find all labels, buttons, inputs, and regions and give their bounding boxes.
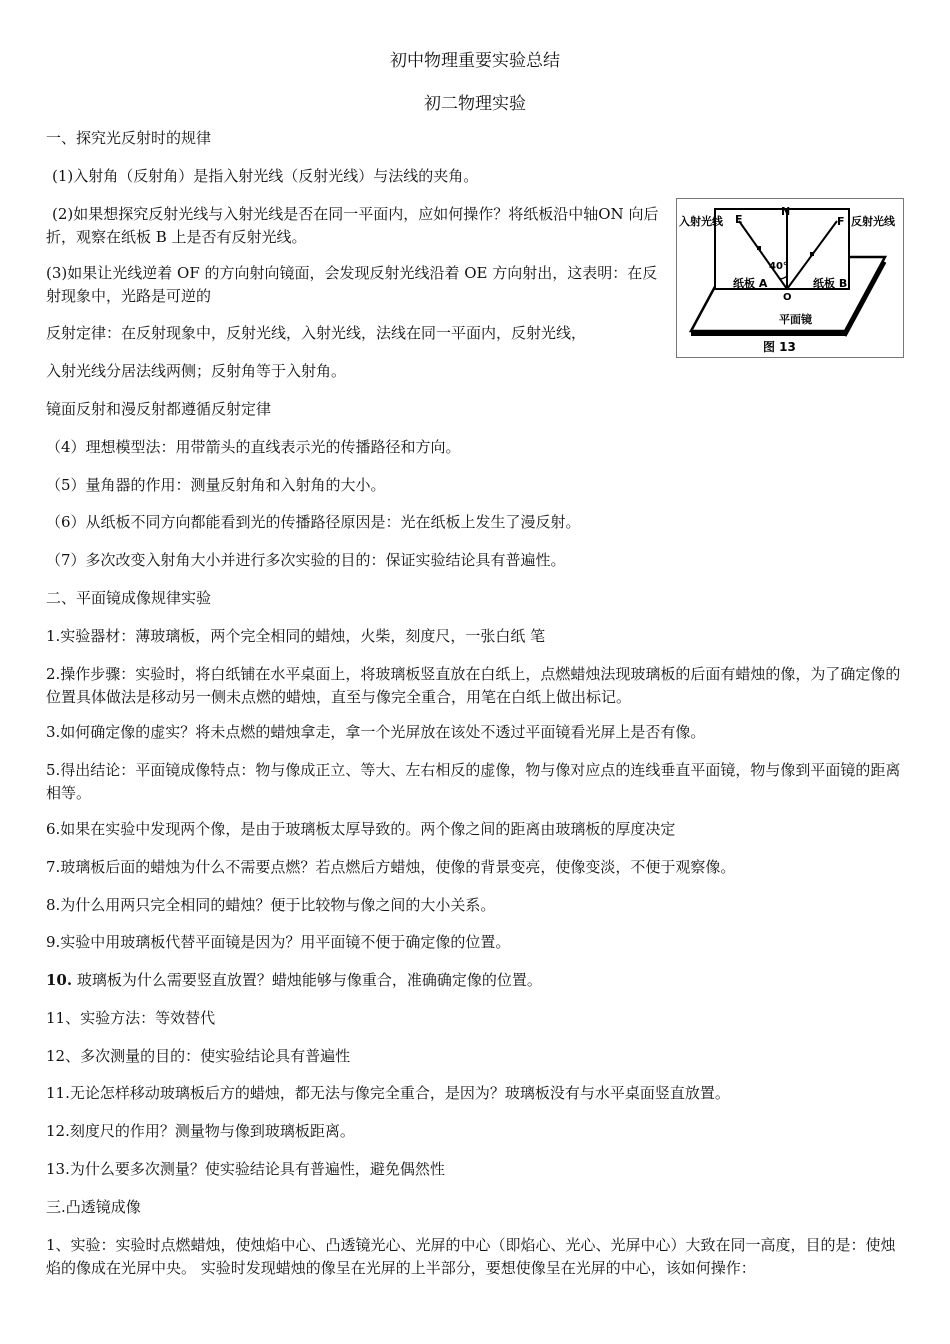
mirror-label: 平面镜 (779, 313, 812, 326)
section3-heading: 三.凸透镜成像 (46, 1198, 141, 1216)
section1-item-2: (2)如果想探究反射光线与入射光线是否在同一平面内，应如何操作？将纸板沿中轴ON 向后折，观察在纸板 B 上是否有反射光线。 (46, 205, 659, 246)
angle-label: 40° (769, 261, 788, 272)
section1-item-6: （6）从纸板不同方向都能看到光的传播路径原因是：光在纸板上发生了漫反射。 (46, 513, 581, 531)
point-f-label: F (837, 215, 845, 228)
section1-heading: 一、探究光反射时的规律 (46, 129, 212, 147)
point-e-label: E (735, 213, 743, 226)
reflection-law-line-2: 入射光线分居法线两侧；反射角等于入射角。 (46, 362, 347, 380)
document-subtitle: 初二物理实验 (424, 94, 526, 114)
section2-item-10 (46, 969, 906, 991)
item-10-text: 玻璃板为什么需要竖直放置？蜡烛能够与像重合，准确确定像的位置。 (72, 971, 542, 989)
reflection-diagram (677, 199, 903, 357)
section2-item-11: 11.无论怎样移动玻璃板后方的蜡烛，都无法与像完全重合，是因为？玻璃板没有与水平桌面竖直放置。 (46, 1084, 730, 1102)
mirror-diffuse-note: 镜面反射和漫反射都遵循反射定律 (46, 400, 272, 418)
reflection-law-line-1: 反射定律：在反射现象中，反射光线，入射光线，法线在同一平面内，反射光线， (46, 324, 587, 342)
point-o-label: O (783, 292, 792, 303)
section2-item-9: 9.实验中用玻璃板代替平面镜是因为？用平面镜不便于确定像的位置。 (46, 933, 511, 951)
document-title: 初中物理重要实验总结 (390, 51, 560, 71)
section2-item-5: 5.得出结论：平面镜成像特点：物与像成正立、等大、左右相反的虚像，物与像对应点的连线垂直平面镜，物与像到平面镜的距离相等。 (46, 761, 901, 802)
figure-caption: 图 13 (763, 340, 796, 354)
section2-item-6: 6.如果在实验中发现两个像，是由于玻璃板太厚导致的。两个像之间的距离由玻璃板的厚度决定 (46, 820, 676, 838)
section2-item-7: 7.玻璃板后面的蜡烛为什么不需要点燃？若点燃后方蜡烛，使像的背景变亮，使像变淡，不便于观察像。 (46, 858, 736, 876)
section2-item-3: 3.如何确定像的虚实？将未点燃的蜡烛拿走，拿一个光屏放在该处不透过平面镜看光屏上是否有像。 (46, 723, 706, 741)
section2-item-12: 12.刻度尺的作用？测量物与像到玻璃板距离。 (46, 1122, 355, 1140)
reflected-ray-arrow (810, 252, 814, 256)
section2-item-13: 13.为什么要多次测量？使实验结论具有普遍性，避免偶然性 (46, 1160, 445, 1178)
reflected-ray-label: 反射光线 (851, 215, 895, 228)
section1-item-7: （7）多次改变入射角大小并进行多次实验的目的：保证实验结论具有普遍性。 (46, 551, 566, 569)
section2-purpose: 12、多次测量的目的：使实验结论具有普遍性 (46, 1047, 351, 1065)
section1-item-3: (3)如果让光线逆着 OF 的方向射向镜面，会发现反射光线沿着 OE 方向射出，这表明：在反射现象中，光路是可逆的 (46, 264, 658, 305)
section1-item-4: （4）理想模型法：用带箭头的直线表示光的传播路径和方向。 (46, 438, 461, 456)
section2-item-8: 8.为什么用两只完全相同的蜡烛？便于比较物与像之间的大小关系。 (46, 896, 496, 914)
incident-ray-arrow (757, 246, 761, 250)
board-a-label: 纸板 A (733, 277, 768, 290)
mirror-edge-shape (691, 331, 845, 336)
section2-method: 11、实验方法：等效替代 (46, 1009, 216, 1027)
section1-item-5: （5）量角器的作用：测量反射角和入射角的大小。 (46, 476, 386, 494)
item-10-number: 10. (46, 971, 73, 989)
section2-item-1: 1.实验器材：薄玻璃板，两个完全相同的蜡烛，火柴，刻度尺，一张白纸 笔 (46, 627, 546, 645)
reflection-figure (676, 198, 904, 358)
section2-heading: 二、平面镜成像规律实验 (46, 589, 212, 607)
section3-item-1: 1、实验：实验时点燃蜡烛，使烛焰中心、凸透镜光心、光屏的中心（即焰心、光心、光屏中心）大致在同一高度，目的是：使烛焰的像成在光屏中央。 实验时发现蜡烛的像呈在光屏的上半部分，要想使像呈在光屏的中心，该如何操作： (46, 1236, 896, 1277)
point-n-label: N (781, 205, 791, 218)
board-b-label: 纸板 B (813, 277, 848, 290)
section1-item-1: (1)入射角（反射角）是指入射光线（反射光线）与法线的夹角。 (52, 167, 479, 185)
section2-item-2: 2.操作步骤：实验时，将白纸铺在水平桌面上，将玻璃板竖直放在白纸上，点燃蜡烛法现玻璃板的后面有蜡烛的像，为了确定像的位置具体做法是移动另一侧未点燃的蜡烛，直至与像完全重合，用笔在白纸上做出标记。 (46, 665, 901, 706)
incident-ray-label: 入射光线 (679, 215, 723, 228)
